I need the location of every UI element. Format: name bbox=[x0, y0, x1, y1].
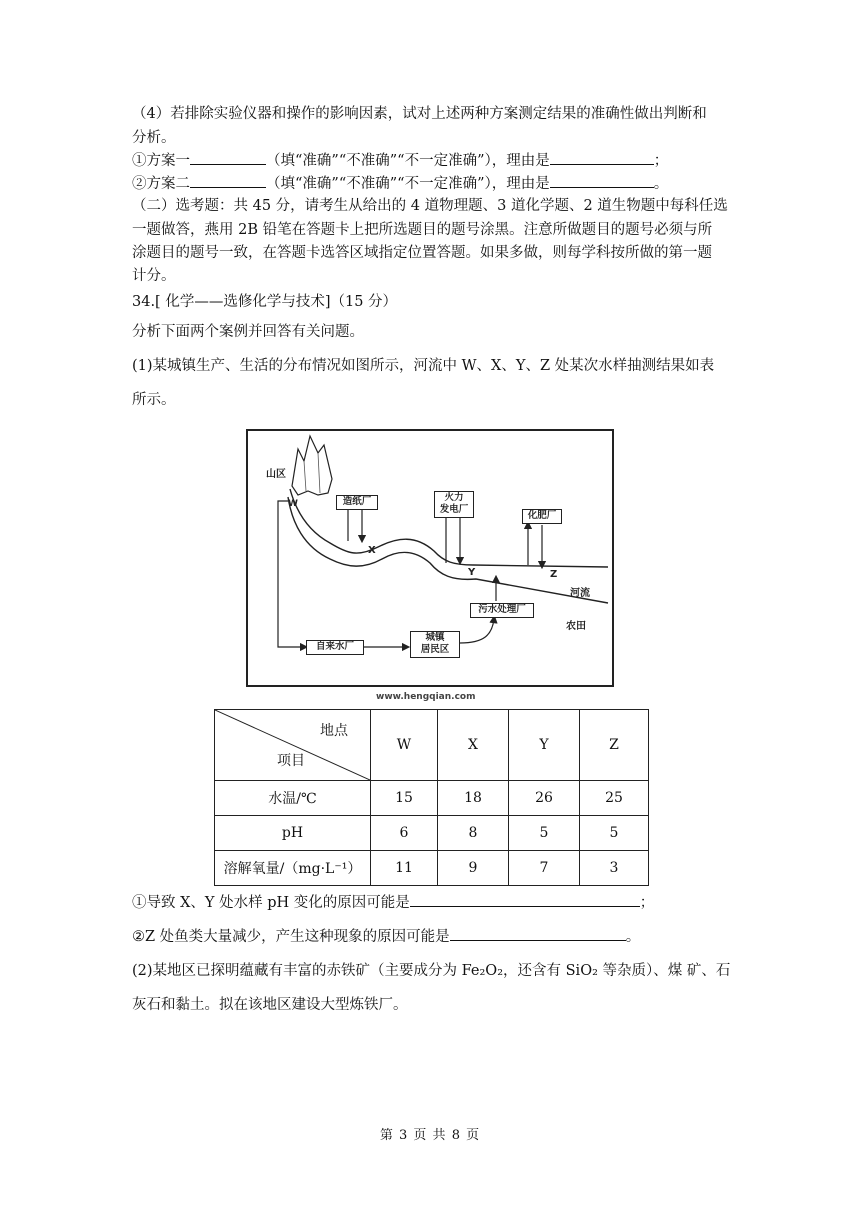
box-town bbox=[410, 631, 460, 658]
box-paper-mill: 造纸厂 bbox=[336, 495, 378, 510]
label-river: 河流 bbox=[570, 588, 590, 599]
plan2-reason-blank[interactable] bbox=[550, 173, 654, 188]
label-mountain: 山区 bbox=[266, 469, 286, 480]
question-b-prefix: ②Z 处鱼类大量减少，产生这种现象的原因可能是 bbox=[132, 929, 450, 945]
row-label: pH bbox=[215, 816, 371, 851]
box-sewage-plant: 污水处理厂 bbox=[470, 603, 534, 618]
q34-intro: 分析下面两个案例并回答有关问题。 bbox=[132, 324, 364, 340]
question-b-blank[interactable] bbox=[450, 926, 626, 941]
q34-p1-line1: (1)某城镇生产、生活的分布情况如图所示，河流中 W、X、Y、Z 处某次水样抽测结果如表 bbox=[132, 358, 715, 374]
plan1-prefix: ①方案一 bbox=[132, 153, 190, 169]
table-cell: 7 bbox=[509, 851, 580, 886]
table-header-cell: W bbox=[371, 710, 438, 781]
section2-line2: 一题做答，燕用 2B 铅笔在答题卡上把所选题目的题号涂黑。注意所做题目的题号必须与所 bbox=[132, 222, 713, 238]
label-point-x: X bbox=[368, 545, 376, 556]
label-point-z: Z bbox=[550, 569, 558, 580]
table-corner-cell bbox=[215, 710, 371, 781]
label-farmland: 农田 bbox=[566, 621, 586, 632]
plan2-end: 。 bbox=[653, 176, 669, 192]
q34-question-a bbox=[132, 892, 654, 913]
table-cell: 18 bbox=[438, 781, 509, 816]
table-cell: 9 bbox=[438, 851, 509, 886]
table-cell: 5 bbox=[509, 816, 580, 851]
figure-watermark: www.hengqian.com bbox=[376, 692, 476, 702]
table-cell: 6 bbox=[371, 816, 438, 851]
table-cell: 26 bbox=[509, 781, 580, 816]
plan2-answer-blank[interactable] bbox=[190, 173, 266, 188]
box-power-plant bbox=[434, 491, 474, 518]
table-cell: 15 bbox=[371, 781, 438, 816]
q34-title: 34.[ 化学——选修化学与技术]（15 分） bbox=[132, 294, 398, 310]
corner-top-label: 地点 bbox=[320, 723, 348, 739]
row-label: 水温/℃ bbox=[215, 781, 371, 816]
q4-plan1 bbox=[132, 150, 668, 171]
box-fertilizer: 化肥厂 bbox=[522, 509, 562, 524]
table-header-cell: Z bbox=[580, 710, 649, 781]
plan1-end: ； bbox=[653, 153, 669, 169]
town-line2: 居民区 bbox=[420, 644, 450, 655]
box-waterworks: 自来水厂 bbox=[306, 640, 364, 655]
table-cell: 11 bbox=[371, 851, 438, 886]
table-cell: 8 bbox=[438, 816, 509, 851]
table-row bbox=[215, 816, 649, 851]
power-plant-line2: 发电厂 bbox=[439, 504, 469, 515]
table-cell: 5 bbox=[580, 816, 649, 851]
power-plant-line1: 火力 bbox=[444, 492, 464, 503]
table-header-cell: Y bbox=[509, 710, 580, 781]
section2-line3: 涂题目的题号一致，在答题卡选答区域指定位置答题。如果多做，则每学科按所做的第一题 bbox=[132, 245, 712, 261]
question-a-blank[interactable] bbox=[410, 892, 640, 907]
q4-intro-line1: （4）若排除实验仪器和操作的影响因素，试对上述两种方案测定结果的准确性做出判断和 bbox=[132, 106, 707, 122]
section2-line4: 计分。 bbox=[132, 268, 176, 284]
water-sample-table bbox=[214, 709, 649, 886]
q34-p2-line1: (2)某地区已探明蕴藏有丰富的赤铁矿（主要成分为 Fe₂O₂，还含有 SiO₂ 等杂质）、煤 矿、石 bbox=[132, 963, 731, 979]
page-footer: 第 3 页 共 8 页 bbox=[379, 1128, 481, 1143]
corner-bottom-label: 项目 bbox=[277, 753, 305, 769]
q34-p1-line2: 所示。 bbox=[132, 392, 176, 408]
plan2-prefix: ②方案二 bbox=[132, 176, 190, 192]
river-map-figure bbox=[246, 429, 614, 687]
table-row bbox=[215, 781, 649, 816]
plan2-mid: （填“准确”“不准确”“不一定准确”），理由是 bbox=[266, 176, 550, 192]
q4-plan2 bbox=[132, 173, 668, 194]
plan1-mid: （填“准确”“不准确”“不一定准确”），理由是 bbox=[266, 153, 550, 169]
table-row bbox=[215, 851, 649, 886]
table-header-row bbox=[215, 710, 649, 781]
row-label: 溶解氧量/（mg·L⁻¹） bbox=[215, 851, 371, 886]
table-cell: 25 bbox=[580, 781, 649, 816]
section2-line1: （二）选考题：共 45 分，请考生从给出的 4 道物理题、3 道化学题、2 道生物题中每科任选 bbox=[132, 198, 728, 214]
table-header-cell: X bbox=[438, 710, 509, 781]
question-b-end: 。 bbox=[625, 929, 641, 945]
q34-question-b bbox=[132, 926, 640, 947]
question-a-prefix: ①导致 X、Y 处水样 pH 变化的原因可能是 bbox=[132, 895, 410, 911]
plan1-reason-blank[interactable] bbox=[550, 150, 654, 165]
q4-intro-line2: 分析。 bbox=[132, 130, 176, 146]
label-point-w: W bbox=[288, 499, 298, 509]
label-point-y: Y bbox=[468, 567, 476, 578]
plan1-answer-blank[interactable] bbox=[190, 150, 266, 165]
town-line1: 城镇 bbox=[425, 632, 445, 643]
question-a-end: ； bbox=[639, 895, 655, 911]
q34-p2-line2: 灰石和黏土。拟在该地区建设大型炼铁厂。 bbox=[132, 997, 408, 1013]
table-cell: 3 bbox=[580, 851, 649, 886]
